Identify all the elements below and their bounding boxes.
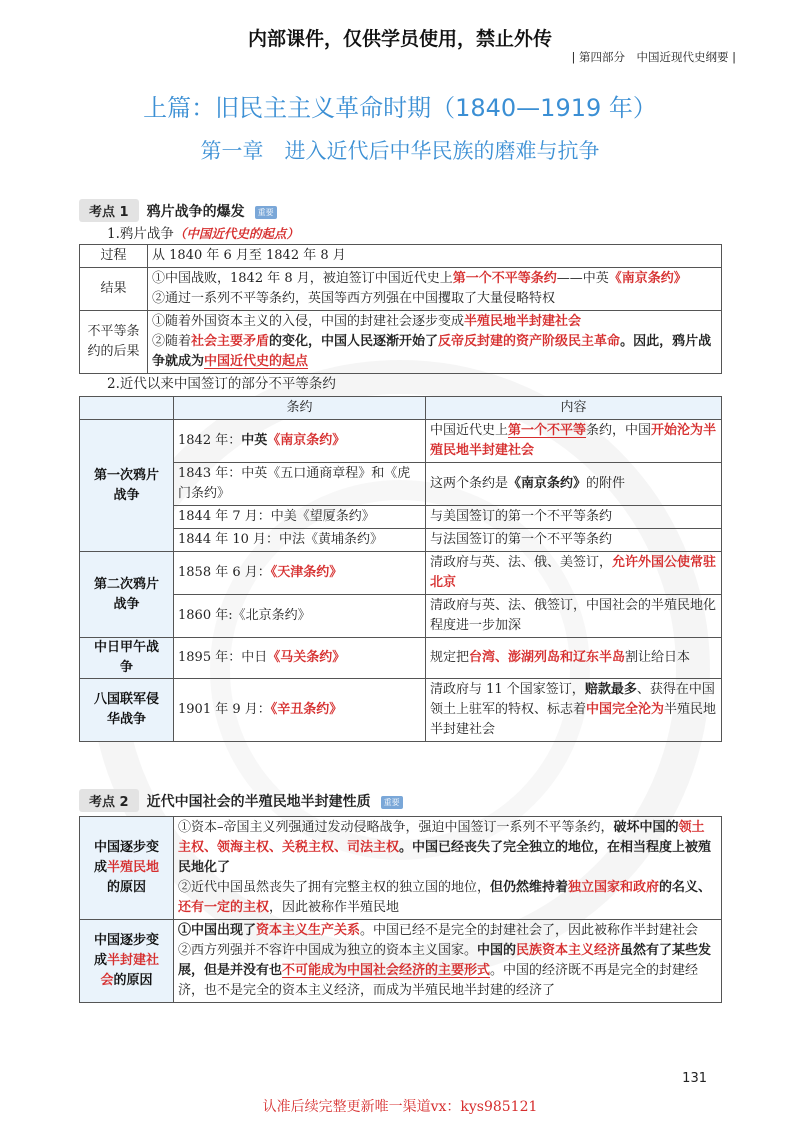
highlight: 《南京条约》 — [608, 271, 687, 286]
highlight: 第一个不平等条约 — [452, 271, 557, 286]
table-row — [80, 506, 722, 529]
text: 中国的 — [477, 943, 517, 958]
highlight: 领土主权、领海主权、关税主权、司法主权 — [178, 820, 705, 855]
highlight: 《南京条约》 — [267, 433, 346, 448]
text: 破坏中国的 — [613, 820, 679, 835]
table-row — [80, 463, 722, 506]
important-badge: 重要 — [255, 206, 277, 219]
text: 的名义、 — [659, 880, 712, 895]
text: 的变化，中国人民逐渐开始了 — [269, 334, 439, 349]
important-badge: 重要 — [381, 796, 403, 809]
text: 1901 年 9 月： — [178, 702, 271, 717]
treaty-cell: 1844 年 10 月：中法《黄埔条约》 — [174, 529, 426, 552]
table-row — [80, 420, 722, 463]
table-row — [80, 679, 722, 742]
war-label: 第二次鸦片战争 — [80, 552, 174, 638]
key-point-title: 近代中国社会的半殖民地半封建性质 — [146, 793, 371, 810]
text: 。中国已经丧失了完全独立的地位，在相当程度上被殖民地化了 — [178, 840, 712, 875]
highlight: 不可能成为中国社会经济的主要形式 — [282, 963, 491, 978]
chapter-title: 第一章 进入近代后中华民族的磨难与抗争 — [200, 139, 600, 163]
text: ①中国出现了 — [178, 923, 257, 938]
text: 中英 — [241, 433, 268, 448]
highlight: 中国近代史的起点 — [204, 354, 309, 369]
key-point-title: 鸦片战争的爆发 — [146, 203, 245, 220]
content-cell: 与美国签订的第一个不平等条约 — [426, 506, 722, 529]
treaty-cell — [174, 552, 426, 595]
highlight: 第一个不平等 — [508, 423, 587, 438]
text: 中国近代史上 — [430, 423, 509, 438]
text: 、获得在中国领土上驻军的特权、标志着 — [430, 682, 715, 717]
war-label: 八国联军侵华战争 — [80, 679, 174, 742]
highlight: 半殖民地 — [107, 860, 160, 875]
text: 规定把 — [430, 650, 470, 665]
content-cell: 清政府与英、法、俄签订，中国社会的半殖民地化程度进一步加深 — [426, 595, 722, 638]
footer-notice: 认准后续完整更新唯一渠道vx：kys985121 — [262, 1099, 538, 1115]
text: 。因此，鸦片战争就成为 — [152, 334, 712, 369]
table-row — [80, 638, 722, 679]
text: 。中国的经济既不再是完全的封建经济，也不是完全的资本主义经济，而成为半殖民地半封建的经济了 — [178, 963, 699, 998]
treaty-cell — [174, 679, 426, 742]
text: 中国逐步变成 — [93, 933, 159, 968]
text: ①随着外国资本主义的入侵，中国的封建社会逐步变成 — [152, 314, 465, 329]
highlight: 半殖民地半封建社会 — [464, 314, 582, 329]
table-row — [80, 245, 722, 268]
text: ②随着 — [152, 334, 192, 349]
highlight: 《天津条约》 — [270, 565, 343, 580]
opium-war-table — [79, 244, 722, 374]
table-row — [80, 311, 722, 374]
row-text — [148, 311, 722, 374]
section-label: | 第四部分 中国近现代史纲要 | — [571, 50, 736, 64]
key-point-1-header — [79, 199, 277, 222]
treaty-cell — [174, 420, 426, 463]
text: ②近代中国虽然丧失了拥有完整主权的独立国的地位， — [178, 880, 491, 895]
text: 1895 年：中日 — [178, 650, 268, 665]
cause-label — [80, 817, 174, 920]
text: 虽然有了某些发展，但是并没有也 — [178, 943, 712, 978]
content-cell — [426, 679, 722, 742]
header-cell-empty — [80, 397, 174, 420]
text: ，因此被称作半殖民地 — [269, 900, 400, 915]
table-row — [80, 268, 722, 311]
table-row — [80, 817, 722, 920]
highlight: 《马关条约》 — [267, 650, 346, 665]
content-cell — [426, 638, 722, 679]
subheading-note: （中国近代史的起点） — [173, 226, 299, 241]
text: 清政府与 11 个国家签订， — [430, 682, 585, 697]
cause-label — [80, 920, 174, 1003]
text: 1858 年 6 月： — [178, 565, 271, 580]
highlight: 半封建社会 — [100, 953, 160, 988]
highlight: 中国完全沦为 — [586, 702, 665, 717]
subheading-treaties: 2.近代以来中国签订的部分不平等条约 — [107, 376, 336, 392]
text: 。中国已经不是完全的封建社会了，因此被称作半封建社会 — [360, 923, 699, 938]
treaty-cell — [174, 638, 426, 679]
part-title: 上篇：旧民主主义革命时期（1840—1919 年） — [143, 94, 657, 122]
text: ①中国战败，1842 年 8 月，被迫签订中国近代史上 — [152, 271, 453, 286]
text: ②西方列强并不容许中国成为独立的资本主义国家。 — [178, 943, 478, 958]
semi-colonial-table — [79, 816, 722, 1003]
text: 赔款最多 — [584, 682, 637, 697]
text: 1842 年： — [178, 433, 242, 448]
content-cell — [426, 552, 722, 595]
highlight: 开始沦为 — [651, 423, 704, 438]
table-row — [80, 552, 722, 595]
table-row — [80, 920, 722, 1003]
text: ①资本–帝国主义列强通过发动侵略战争，强迫中国签订一系列不平等条约， — [178, 820, 614, 835]
cause-text — [174, 920, 722, 1003]
table-row — [80, 529, 722, 552]
page-number: 131 — [682, 1071, 707, 1086]
text: 的原因 — [106, 880, 146, 895]
war-label: 第一次鸦片战争 — [80, 420, 174, 552]
table-header-row — [80, 397, 722, 420]
highlight: 允许外国公使常驻北京 — [430, 555, 717, 590]
confidential-banner: 内部课件，仅供学员使用，禁止外传 — [247, 28, 552, 50]
key-point-tag: 考点 1 — [79, 199, 139, 222]
treaties-table — [79, 396, 722, 742]
highlight: 社会主要矛盾 — [191, 334, 270, 349]
table-row — [80, 595, 722, 638]
text: 割让给日本 — [625, 650, 691, 665]
highlight: 民族资本主义经济 — [516, 943, 621, 958]
treaty-cell: 1843 年：中英《五口通商章程》和《虎门条约》 — [174, 463, 426, 506]
text: 但仍然维持着 — [490, 880, 569, 895]
text: 《南京条约》 — [508, 476, 587, 491]
highlight: 资本主义生产关系 — [256, 923, 361, 938]
text: 的附件 — [586, 476, 626, 491]
text: 这两个条约是 — [430, 476, 509, 491]
text: 的原因 — [113, 973, 153, 988]
row-label: 结果 — [80, 268, 148, 311]
content-cell — [426, 420, 722, 463]
row-text — [148, 268, 722, 311]
subheading-opium-war — [107, 222, 299, 242]
text: ②通过一系列不平等条约，英国等西方列强在中国攫取了大量侵略特权 — [152, 291, 556, 306]
treaty-cell: 1844 年 7 月：中美《望厦条约》 — [174, 506, 426, 529]
subheading-text: 1.鸦片战争 — [107, 226, 174, 242]
row-label: 过程 — [80, 245, 148, 268]
text: ——中英 — [556, 271, 609, 286]
war-label: 中日甲午战争 — [80, 638, 174, 679]
highlight: 台湾、澎湖列岛和辽东半岛 — [469, 650, 626, 665]
highlight: 反帝反封建的资产阶级民主革命 — [438, 334, 621, 349]
text: 中国逐步变成 — [93, 840, 159, 875]
text: 半殖民地半封建社会 — [430, 702, 717, 737]
header-cell: 条约 — [174, 397, 426, 420]
content-cell — [426, 463, 722, 506]
header-cell: 内容 — [426, 397, 722, 420]
highlight: 半殖民地半封建社会 — [430, 423, 717, 458]
key-point-2-header — [79, 789, 403, 812]
row-label: 不平等条约的后果 — [80, 311, 148, 374]
text: 条约，中国 — [586, 423, 652, 438]
content-cell: 与法国签订的第一个不平等条约 — [426, 529, 722, 552]
text: 清政府与英、法、俄、美签订， — [430, 555, 613, 570]
highlight: 独立国家和政府 — [568, 880, 660, 895]
highlight: 《辛丑条约》 — [270, 702, 343, 717]
row-text: 从 1840 年 6 月至 1842 年 8 月 — [148, 245, 722, 268]
highlight: 还有一定的主权 — [178, 900, 270, 915]
treaty-cell: 1860 年:《北京条约》 — [174, 595, 426, 638]
cause-text — [174, 817, 722, 920]
key-point-tag: 考点 2 — [79, 789, 139, 812]
